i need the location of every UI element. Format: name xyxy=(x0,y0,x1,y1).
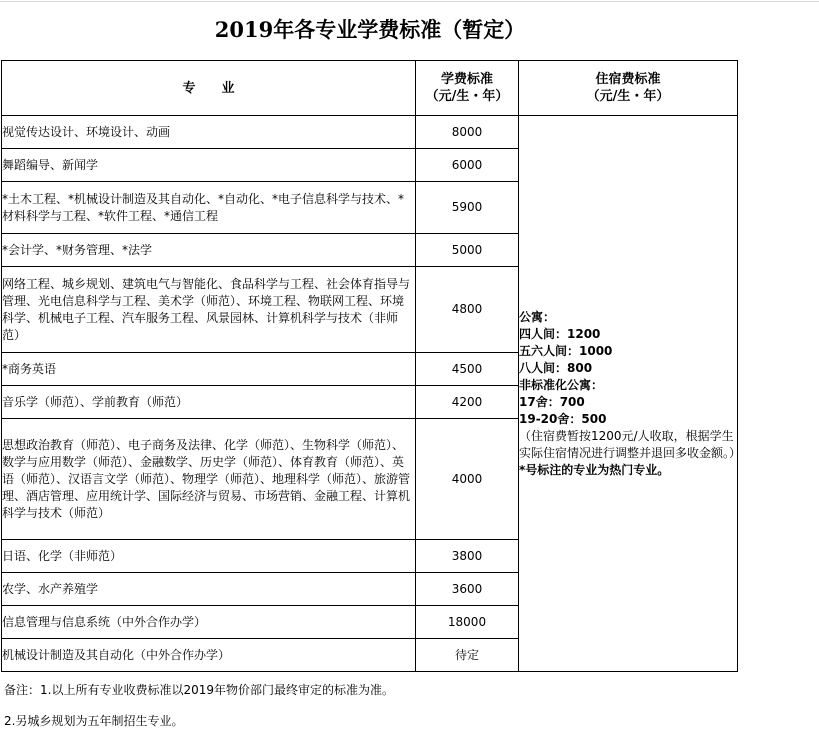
major-cell: *土木工程、*机械设计制造及其自动化、*自动化、*电子信息科学与技术、*材料科学与工程、*软件工程、*通信工程 xyxy=(2,182,416,234)
header-tuition xyxy=(416,61,519,116)
housing-4-person: 四人间：1200 xyxy=(519,326,601,341)
header-tuition-title: 学费标准 xyxy=(440,72,493,87)
footnote-1: 备注：1.以上所有专业收费标准以2019年物价部门最终审定的标准为准。 xyxy=(4,683,394,697)
major-cell: 视觉传达设计、环境设计、动画 xyxy=(2,116,416,149)
fee-cell: 3600 xyxy=(416,573,519,606)
housing-dorm-17: 17舍：700 xyxy=(519,394,585,409)
header-housing xyxy=(519,61,738,116)
header-tuition-unit: （元/生・年） xyxy=(425,89,509,104)
fee-table xyxy=(1,60,742,672)
fee-cell: 5000 xyxy=(416,234,519,267)
housing-note: （住宿费暂按1200元/人收取，根据学生实际住宿情况进行调整并退回多收金额。） xyxy=(519,428,742,460)
hot-major-note: *号标注的专业为热门专业。 xyxy=(519,462,670,477)
top-divider xyxy=(0,1,819,2)
fee-cell: 4500 xyxy=(416,353,519,386)
major-cell: 农学、水产养殖学 xyxy=(2,573,416,606)
header-housing-title: 住宿费标准 xyxy=(595,72,661,87)
fee-cell: 5900 xyxy=(416,182,519,234)
major-cell: 信息管理与信息系统（中外合作办学） xyxy=(2,606,416,639)
fee-cell: 待定 xyxy=(416,639,519,672)
fee-cell: 18000 xyxy=(416,606,519,639)
housing-cell xyxy=(519,116,742,672)
major-cell: 机械设计制造及其自动化（中外合作办学） xyxy=(2,639,416,672)
header-major: 专 业 xyxy=(2,61,416,116)
housing-dorm-19-20: 19-20舍：500 xyxy=(519,411,607,426)
housing-5-6-person: 五六人间：1000 xyxy=(519,343,613,358)
housing-8-person: 八人间：800 xyxy=(519,360,593,375)
fee-cell: 6000 xyxy=(416,149,519,182)
fee-cell: 4800 xyxy=(416,267,519,353)
header-row xyxy=(2,61,738,116)
major-cell: 日语、化学（非师范） xyxy=(2,540,416,573)
table-row xyxy=(2,116,738,149)
major-cell: 思想政治教育（师范）、电子商务及法律、化学（师范）、生物科学（师范）、数学与应用数学（师范）、金融数学、历史学（师范）、体育教育（师范）、英语（师范）、汉语言文学（师范）、物理学（师范）、地理科学（师范）、旅游管理、酒店管理、应用统计学、国际经济与贸易、市场营销、金融工程、计算机科学与技术（师范） xyxy=(2,419,416,540)
fee-cell: 4000 xyxy=(416,419,519,540)
fee-cell: 3800 xyxy=(416,540,519,573)
major-cell: 网络工程、城乡规划、建筑电气与智能化、食品科学与工程、社会体育指导与管理、光电信息科学与工程、美术学（师范）、环境工程、物联网工程、环境科学、机械电子工程、汽车服务工程、风景园林、计算机科学与技术（非师范） xyxy=(2,267,416,353)
fee-cell: 8000 xyxy=(416,116,519,149)
housing-non-standard: 非标准化公寓： xyxy=(519,377,604,392)
footnote-2: 2.另城乡规划为五年制招生专业。 xyxy=(4,714,184,728)
major-cell: 舞蹈编导、新闻学 xyxy=(2,149,416,182)
major-cell: *会计学、*财务管理、*法学 xyxy=(2,234,416,267)
header-housing-unit: （元/生・年） xyxy=(586,89,670,104)
major-cell: *商务英语 xyxy=(2,353,416,386)
fee-cell: 4200 xyxy=(416,386,519,419)
housing-apartment: 公寓： xyxy=(519,309,556,324)
major-cell: 音乐学（师范）、学前教育（师范） xyxy=(2,386,416,419)
page-title: 2019年各专业学费标准（暂定） xyxy=(214,17,526,42)
